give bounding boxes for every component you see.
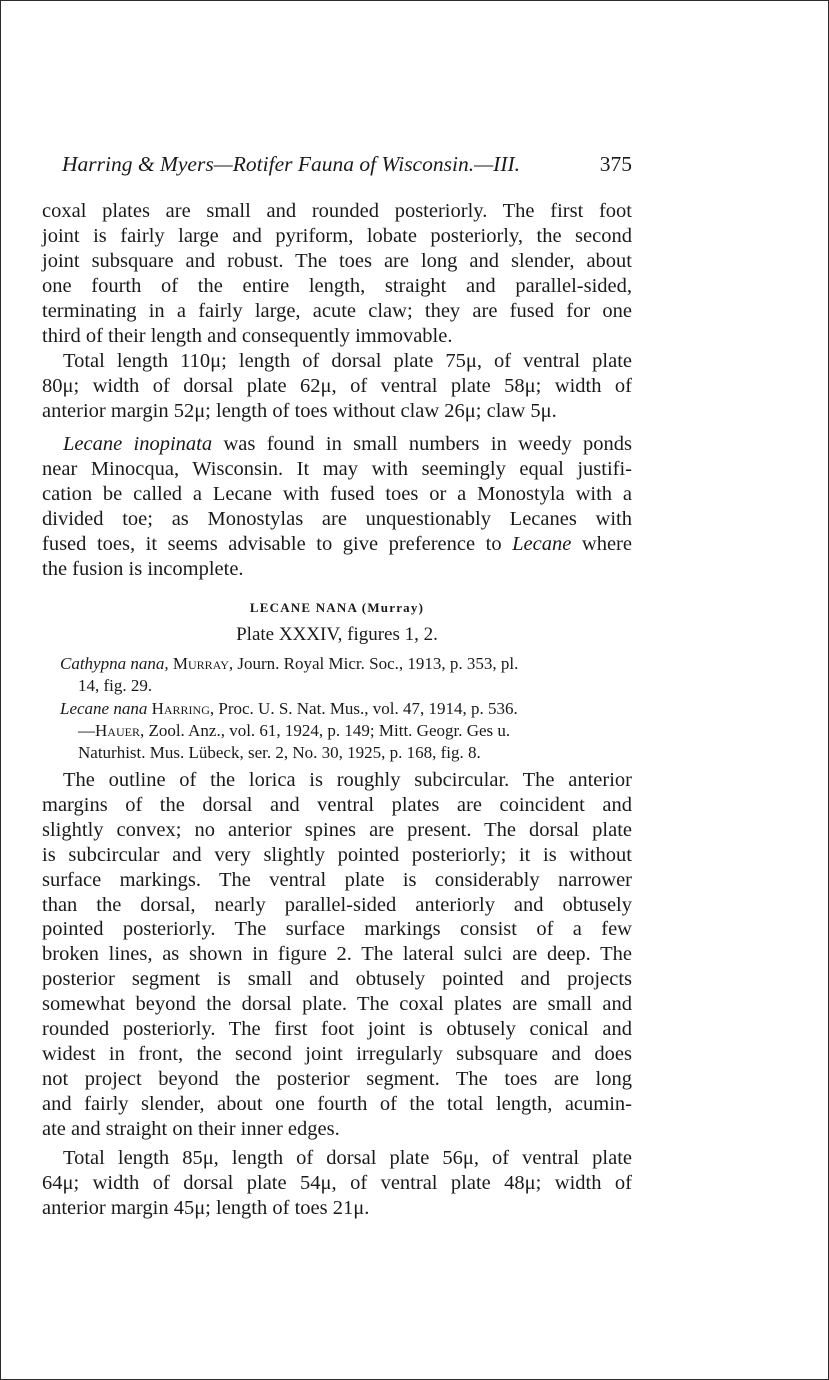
text-line: 80μ; width of dorsal plate 62μ, of ventral plate 58μ; width of	[42, 374, 632, 397]
author: Murray,	[172, 654, 234, 673]
reference-line	[42, 653, 632, 675]
text-line: terminating in a fairly large, acute claw; they are fused for one	[42, 299, 632, 322]
text-line: ate and straight on their inner edges.	[42, 1117, 340, 1140]
text-line: 64μ; width of dorsal plate 54μ, of ventral plate 48μ; width of	[42, 1171, 632, 1194]
text-line	[42, 432, 632, 457]
text-line: joint is fairly large and pyriform, lobate posteriorly, the second	[42, 224, 632, 247]
paragraph-4	[42, 768, 632, 1142]
text-line: near Minocqua, Wisconsin. It may with seemingly equal justifi-	[42, 457, 632, 480]
taxon-name: Cathypna nana,	[60, 654, 169, 673]
text-line: divided toe; as Monostylas are unquestionably Lecanes with	[42, 507, 632, 530]
text-run: fused toes, it seems advisable to give preference to	[42, 532, 513, 555]
text-line: the fusion is incomplete.	[42, 557, 244, 580]
text-run: where	[571, 532, 632, 555]
text-line: joint subsquare and robust. The toes are long and slender, about	[42, 249, 632, 272]
paragraph-2	[42, 349, 632, 424]
citation: Proc. U. S. Nat. Mus., vol. 47, 1914, p. 536.	[214, 699, 518, 718]
text-line	[42, 532, 632, 557]
reference-line: 14, fig. 29.	[78, 676, 153, 695]
page-number: 375	[599, 152, 632, 176]
text-line: The outline of the lorica is roughly subcircular. The anterior	[63, 769, 632, 791]
text-line: cation be called a Lecane with fused toes or a Monostyla with a	[42, 482, 632, 505]
author: —Hauer,	[78, 721, 145, 740]
text-line: than the dorsal, nearly parallel-sided anteriorly and obtusely	[42, 893, 632, 916]
text-line: and fairly slender, about one fourth of the total length, acumin-	[42, 1092, 632, 1115]
text-line: anterior margin 52μ; length of toes without claw 26μ; claw 5μ.	[42, 399, 557, 422]
text-line: anterior margin 45μ; length of toes 21μ.	[42, 1196, 370, 1219]
reference-line: Naturhist. Mus. Lübeck, ser. 2, No. 30, 1925, p. 168, fig. 8.	[78, 743, 481, 762]
text-line: is subcircular and very slightly pointed posteriorly; it is without	[42, 843, 632, 866]
paragraph-5	[42, 1146, 632, 1221]
text-line: widest in front, the second joint irregularly subsquare and does	[42, 1042, 632, 1065]
text-line: rounded posteriorly. The first foot joint is obtusely conical and	[42, 1018, 632, 1041]
text-line: not project beyond the posterior segment. The toes are long	[42, 1067, 632, 1090]
plate-reference: Plate XXXIV, figures 1, 2.	[236, 624, 438, 645]
author: Harring,	[151, 699, 215, 718]
genus-name: Lecane	[512, 532, 572, 555]
citation: Zool. Anz., vol. 61, 1924, p. 149; Mitt. Geogr. Ges u.	[144, 721, 511, 740]
text-line: margins of the dorsal and ventral plates are coincident and	[42, 793, 632, 816]
taxon-name: Lecane nana	[60, 699, 148, 718]
citation: Journ. Royal Micr. Soc., 1913, p. 353, pl.	[233, 654, 519, 673]
text-line: one fourth of the entire length, straight and parallel-sided,	[42, 274, 632, 297]
text-line: third of their length and consequently immovable.	[42, 324, 453, 347]
text-line: pointed posteriorly. The surface markings consist of a few	[42, 918, 632, 941]
running-title: Harring & Myers—Rotifer Fauna of Wisconsin.—III.	[62, 152, 521, 176]
text-line: Total length 110μ; length of dorsal plate 75μ, of ventral plate	[63, 350, 632, 372]
species-name: Lecane inopinata	[63, 433, 213, 455]
synonymy-references	[42, 653, 632, 764]
text-line: surface markings. The ventral plate is considerably narrower	[42, 868, 632, 891]
reference-line	[42, 720, 632, 742]
reference-line	[42, 698, 632, 720]
text-run: was found in small numbers in weedy ponds	[212, 433, 632, 455]
text-line: coxal plates are small and rounded posteriorly. The first foot	[42, 200, 632, 222]
text-line: posterior segment is small and obtusely pointed and projects	[42, 968, 632, 991]
running-header	[62, 149, 632, 179]
paragraph-1	[42, 199, 632, 348]
species-heading: LECANE NANA (Murray)	[249, 600, 425, 615]
text-line: somewhat beyond the dorsal plate. The coxal plates are small and	[42, 993, 632, 1016]
text-line: broken lines, as shown in figure 2. The lateral sulci are deep. The	[42, 943, 632, 966]
text-line: Total length 85μ, length of dorsal plate 56μ, of ventral plate	[63, 1147, 632, 1169]
paragraph-3	[42, 432, 632, 581]
text-line: slightly convex; no anterior spines are present. The dorsal plate	[42, 818, 632, 841]
